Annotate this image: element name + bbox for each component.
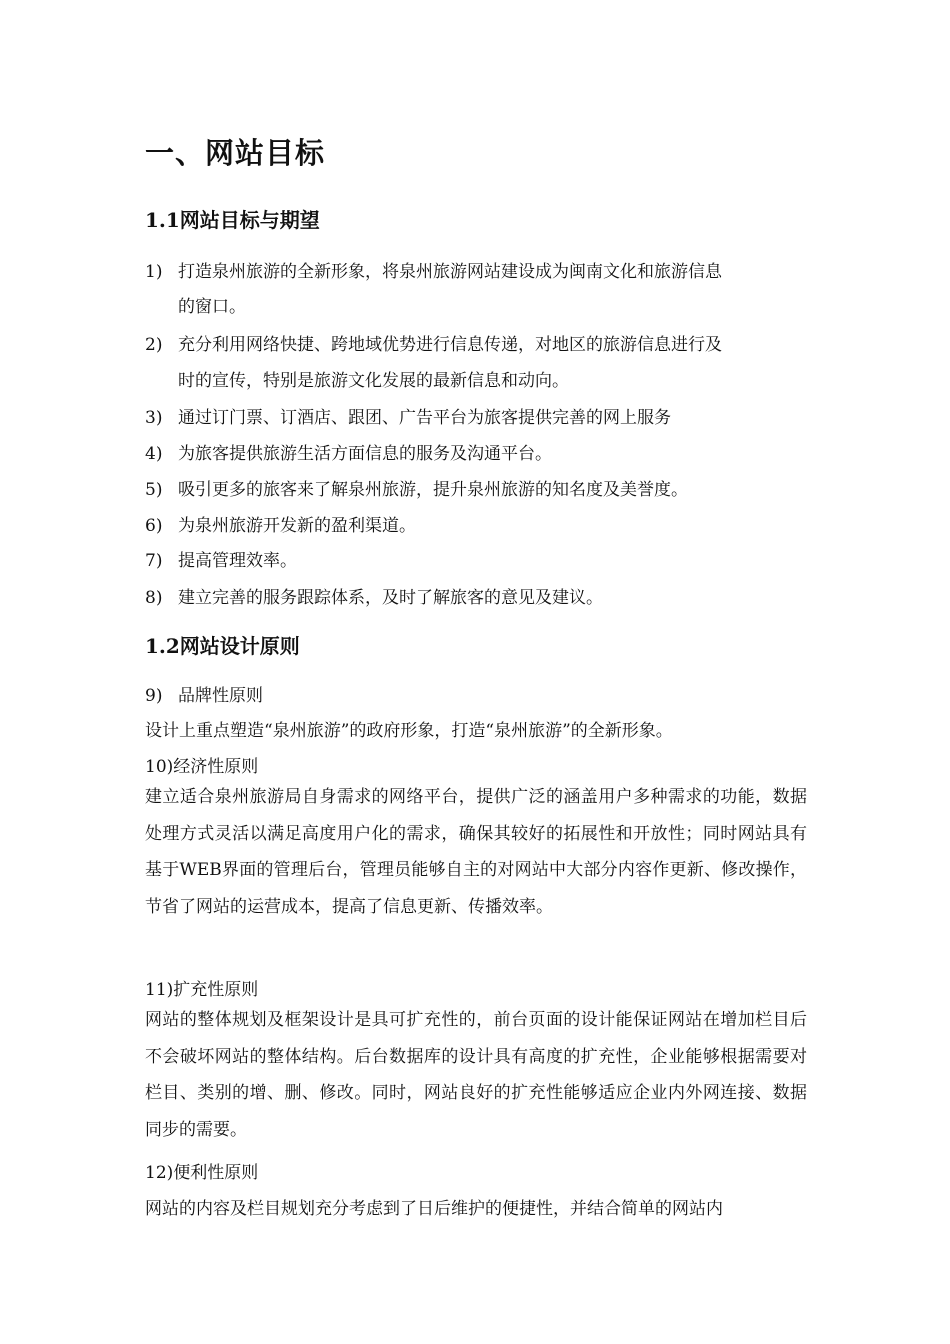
principle-heading: 12)便利性原则	[145, 1163, 259, 1183]
section-heading-1-1: 1.1网站目标与期望	[145, 208, 320, 232]
list-item-continuation: 的窗口。	[178, 297, 246, 317]
principle-heading: 11)扩充性原则	[145, 980, 259, 1000]
list-text: 通过订门票、订酒店、跟团、广告平台为旅客提供完善的网上服务	[178, 408, 671, 428]
principle-paragraph: 网站的整体规划及框架设计是具可扩充性的，前台页面的设计能保证网站在增加栏目后不会破坏网站的整体结构。后台数据库的设计具有高度的扩充性，企业能够根据需要对栏目、类别的增、删、修改。同时，网站良好的扩充性能够适应企业内外网连接、数据同步的需要。	[145, 1010, 807, 1140]
list-item	[145, 546, 297, 571]
principle-label: 品牌性原则	[178, 686, 263, 706]
list-text: 建立完善的服务跟踪体系，及时了解旅客的意见及建议。	[178, 588, 603, 608]
list-number: 6)	[145, 516, 163, 536]
principle-paragraph: 网站的内容及栏目规划充分考虑到了日后维护的便捷性，并结合简单的网站内	[145, 1199, 723, 1219]
list-number: 2)	[145, 335, 163, 355]
list-number: 4)	[145, 444, 163, 464]
principle-heading	[145, 681, 263, 706]
list-item	[145, 475, 688, 500]
list-number: 9)	[145, 686, 163, 706]
list-text: 提高管理效率。	[178, 551, 297, 571]
list-item-continuation: 时的宣传，特别是旅游文化发展的最新信息和动向。	[178, 371, 569, 391]
list-number: 7)	[145, 551, 163, 571]
list-text: 充分利用网络快捷、跨地域优势进行信息传递，对地区的旅游信息进行及	[178, 335, 722, 355]
list-item	[145, 511, 416, 536]
principle-text: 设计上重点塑造“泉州旅游”的政府形象，打造“泉州旅游”的全新形象。	[145, 721, 673, 741]
section-heading-1-2: 1.2网站设计原则	[145, 634, 300, 658]
principle-paragraph: 建立适合泉州旅游局自身需求的网络平台，提供广泛的涵盖用户多种需求的功能，数据处理方式灵活以满足高度用户化的需求，确保其较好的拓展性和开放性；同时网站具有基于WEB界面的管理后台，管理员能够自主的对网站中大部分内容作更新、修改操作，节省了网站的运营成本，提高了信息更新、传播效率。	[145, 787, 807, 917]
list-item	[145, 439, 552, 464]
list-item	[145, 330, 722, 355]
list-number: 5)	[145, 480, 163, 500]
list-text: 打造泉州旅游的全新形象，将泉州旅游网站建设成为闽南文化和旅游信息	[178, 262, 722, 282]
list-text: 吸引更多的旅客来了解泉州旅游，提升泉州旅游的知名度及美誉度。	[178, 480, 688, 500]
list-text: 为泉州旅游开发新的盈利渠道。	[178, 516, 416, 536]
list-number: 3)	[145, 408, 163, 428]
principle-heading: 10)经济性原则	[145, 757, 259, 777]
list-item	[145, 583, 603, 608]
list-number: 1)	[145, 262, 163, 282]
chapter-heading: 一、网站目标	[145, 136, 326, 170]
list-text: 为旅客提供旅游生活方面信息的服务及沟通平台。	[178, 444, 552, 464]
list-number: 8)	[145, 588, 163, 608]
list-item	[145, 403, 671, 428]
list-item	[145, 257, 722, 282]
